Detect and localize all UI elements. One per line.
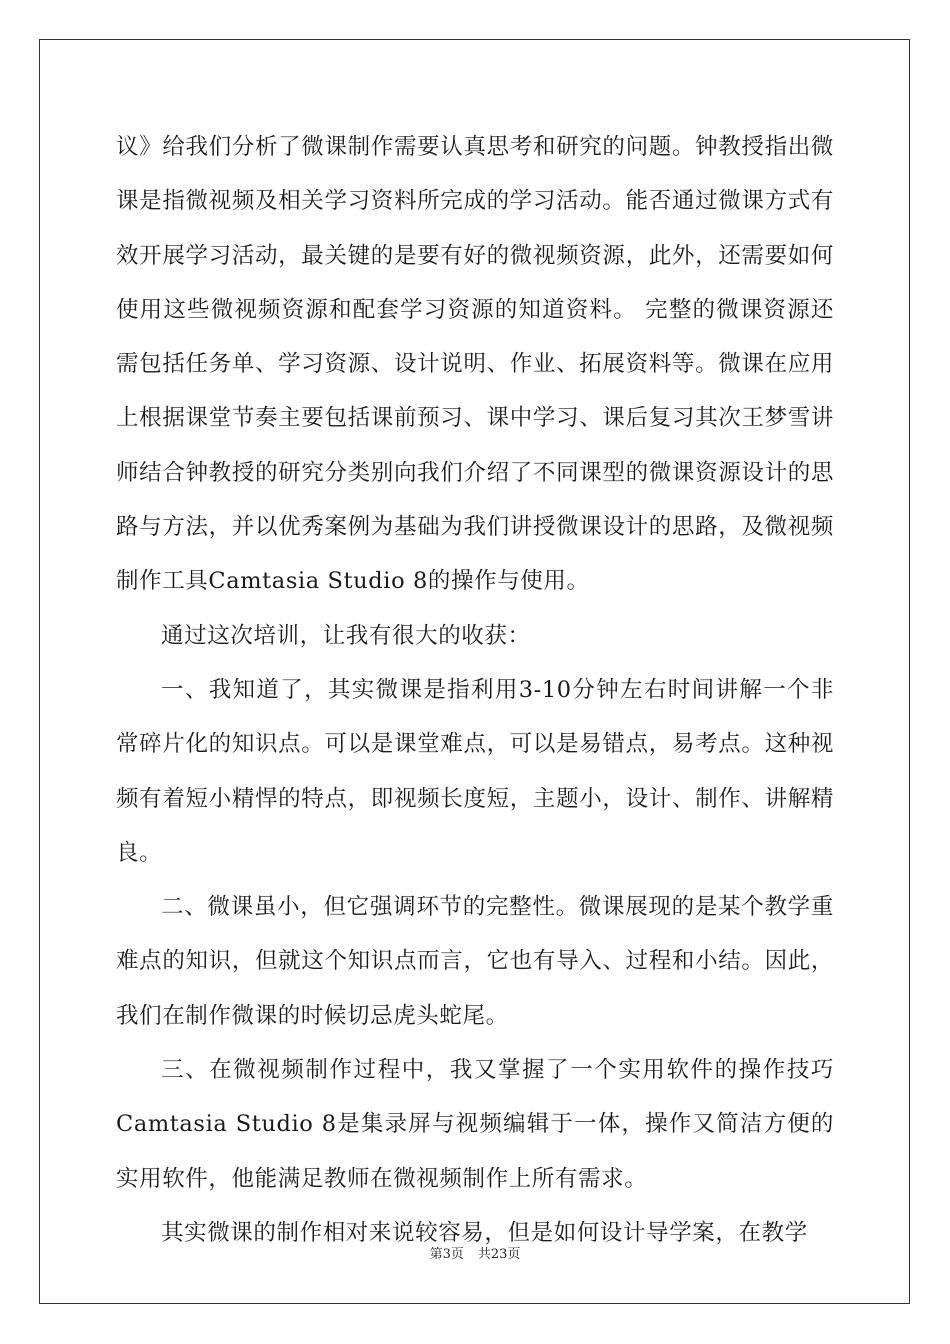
page-footer — [0, 1243, 950, 1262]
paragraph-point-one: 一、我知道了，其实微课是指利用3-10分钟左右时间讲解一个非常碎片化的知识点。可以是课堂难点，可以是易错点，易考点。这种视频有着短小精悍的特点，即视频长度短，主题小，设计、制作、讲解精良。 — [116, 676, 834, 866]
paragraph-closing: 其实微课的制作相对来说较容易，但是如何设计导学案，在教学 — [161, 1219, 808, 1246]
page-number: 第3页 — [429, 1247, 464, 1262]
paragraph-point-three: 三、在微视频制作过程中，我又掌握了一个实用软件的操作技巧Camtasia Studio 8是集录屏与视频编辑于一体，操作又简洁方便的实用软件，他能满足教师在微视频制作上所有需求。 — [116, 1057, 834, 1192]
document-body — [116, 120, 834, 1260]
paragraph-point-two: 二、微课虽小，但它强调环节的完整性。微课展现的是某个教学重难点的知识，但就这个知识点而言，它也有导入、过程和小结。因此，我们在制作微课的时候切忌虎头蛇尾。 — [116, 894, 834, 1029]
page-total: 共23页 — [477, 1247, 521, 1262]
paragraph-intro-gains: 通过这次培训，让我有很大的收获： — [161, 622, 531, 649]
paragraph-continued: 议》给我们分析了微课制作需要认真思考和研究的问题。钟教授指出微课是指微视频及相关学习资料所完成的学习活动。能否通过微课方式有效开展学习活动，最关键的是要有好的微视频资源，此外，还需要如何使用这些微视频资源和配套学习资源的知道资料。 完整的微课资源还需包括任务单、学习资源、设计说明、作业、拓展资料等。微课在应用上根据课堂节奏主要包括课前预习、课中学习、课后复习其次王梦雪讲师结合钟教授的研究分类别向我们介绍了不同课型的微课资源设计的思路与方法，并以优秀案例为基础为我们讲授微课设计的思路，及微视频制作工具Camtasia Studio 8的操作与使用。 — [116, 134, 834, 595]
